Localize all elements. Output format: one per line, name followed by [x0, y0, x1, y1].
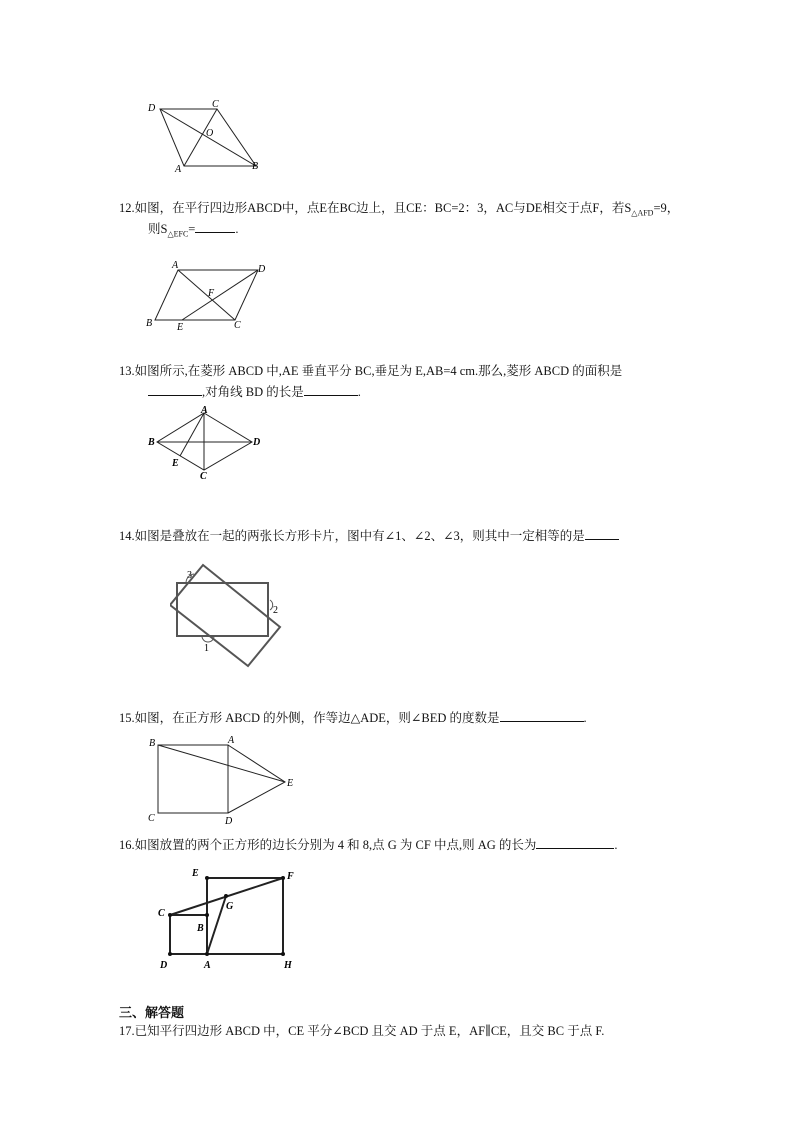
- figure-q11: [140, 96, 270, 178]
- label-C: C: [234, 320, 241, 331]
- label-B: B: [148, 437, 155, 448]
- answer-blank-bd[interactable]: [304, 382, 358, 396]
- angle-2-label: 2: [273, 605, 278, 616]
- question-15: 15.如图，在正方形 ABCD 的外侧，作等边△ADE，则∠BED 的度数是 .: [119, 707, 587, 729]
- label-F: F: [208, 288, 215, 299]
- answer-blank[interactable]: [195, 219, 235, 233]
- figure-q13: [143, 405, 268, 481]
- angle-1-label: 1: [204, 643, 209, 654]
- answer-blank[interactable]: [536, 835, 614, 849]
- label-B: B: [197, 923, 204, 934]
- label-C: C: [212, 99, 219, 110]
- figure-q16: [152, 862, 302, 972]
- label-B: B: [146, 318, 153, 329]
- label-D: D: [160, 960, 168, 971]
- question-17: 17.已知平行四边形 ABCD 中，CE 平分∠BCD 且交 AD 于点 E，AF∥CE，且交 BC 于点 F.: [119, 1024, 605, 1038]
- label-A: A: [201, 405, 208, 416]
- label-O: O: [206, 128, 214, 139]
- question-14: 14.如图是叠放在一起的两张长方形卡片，图中有∠1、∠2、∠3，则其中一定相等的是: [119, 525, 619, 547]
- answer-blank[interactable]: [500, 708, 584, 722]
- label-C: C: [148, 813, 155, 824]
- section-title: 三、解答题: [119, 1006, 185, 1021]
- answer-blank[interactable]: [585, 526, 619, 540]
- angle-3-label: 3: [187, 570, 192, 581]
- label-B: B: [252, 161, 259, 172]
- label-A: A: [204, 960, 211, 971]
- label-A: A: [172, 260, 179, 271]
- label-H: H: [284, 960, 292, 971]
- label-F: F: [287, 871, 294, 882]
- label-C: C: [158, 908, 165, 919]
- figure-q15: [142, 733, 302, 825]
- label-G: G: [226, 901, 234, 912]
- question-12-line1: 12.如图，在平行四边形ABCD中，点E在BC边上，且CE：BC=2：3，AC与DE相交于点F，若$S_{\triangle AFD}=9$，: [119, 201, 680, 218]
- label-C: C: [200, 471, 207, 481]
- question-13-line1: 13.如图所示,在菱形 ABCD 中,AE 垂直平分 BC,垂足为 E,AB=4 cm.那么,菱形 ABCD 的面积是: [119, 364, 623, 378]
- label-E: E: [287, 778, 294, 789]
- label-E: E: [192, 868, 199, 879]
- question-12-line2: 则$S_{\triangle EFC}=$ .: [148, 218, 238, 246]
- label-A: A: [175, 164, 182, 175]
- answer-blank-area[interactable]: [148, 382, 202, 396]
- label-E: E: [177, 322, 184, 333]
- figure-q12: [140, 258, 280, 334]
- label-D: D: [148, 103, 156, 114]
- question-16: 16.如图放置的两个正方形的边长分别为 4 和 8,点 G 为 CF 中点,则 AG 的长为 .: [119, 834, 618, 856]
- figure-q14: [170, 560, 290, 670]
- label-A: A: [228, 735, 235, 746]
- label-D: D: [225, 816, 233, 825]
- label-E: E: [172, 458, 179, 469]
- question-13-line2: ,对角线 BD 的长是 .: [148, 381, 361, 403]
- label-D: D: [253, 437, 261, 448]
- label-B: B: [149, 738, 156, 749]
- label-D: D: [258, 264, 266, 275]
